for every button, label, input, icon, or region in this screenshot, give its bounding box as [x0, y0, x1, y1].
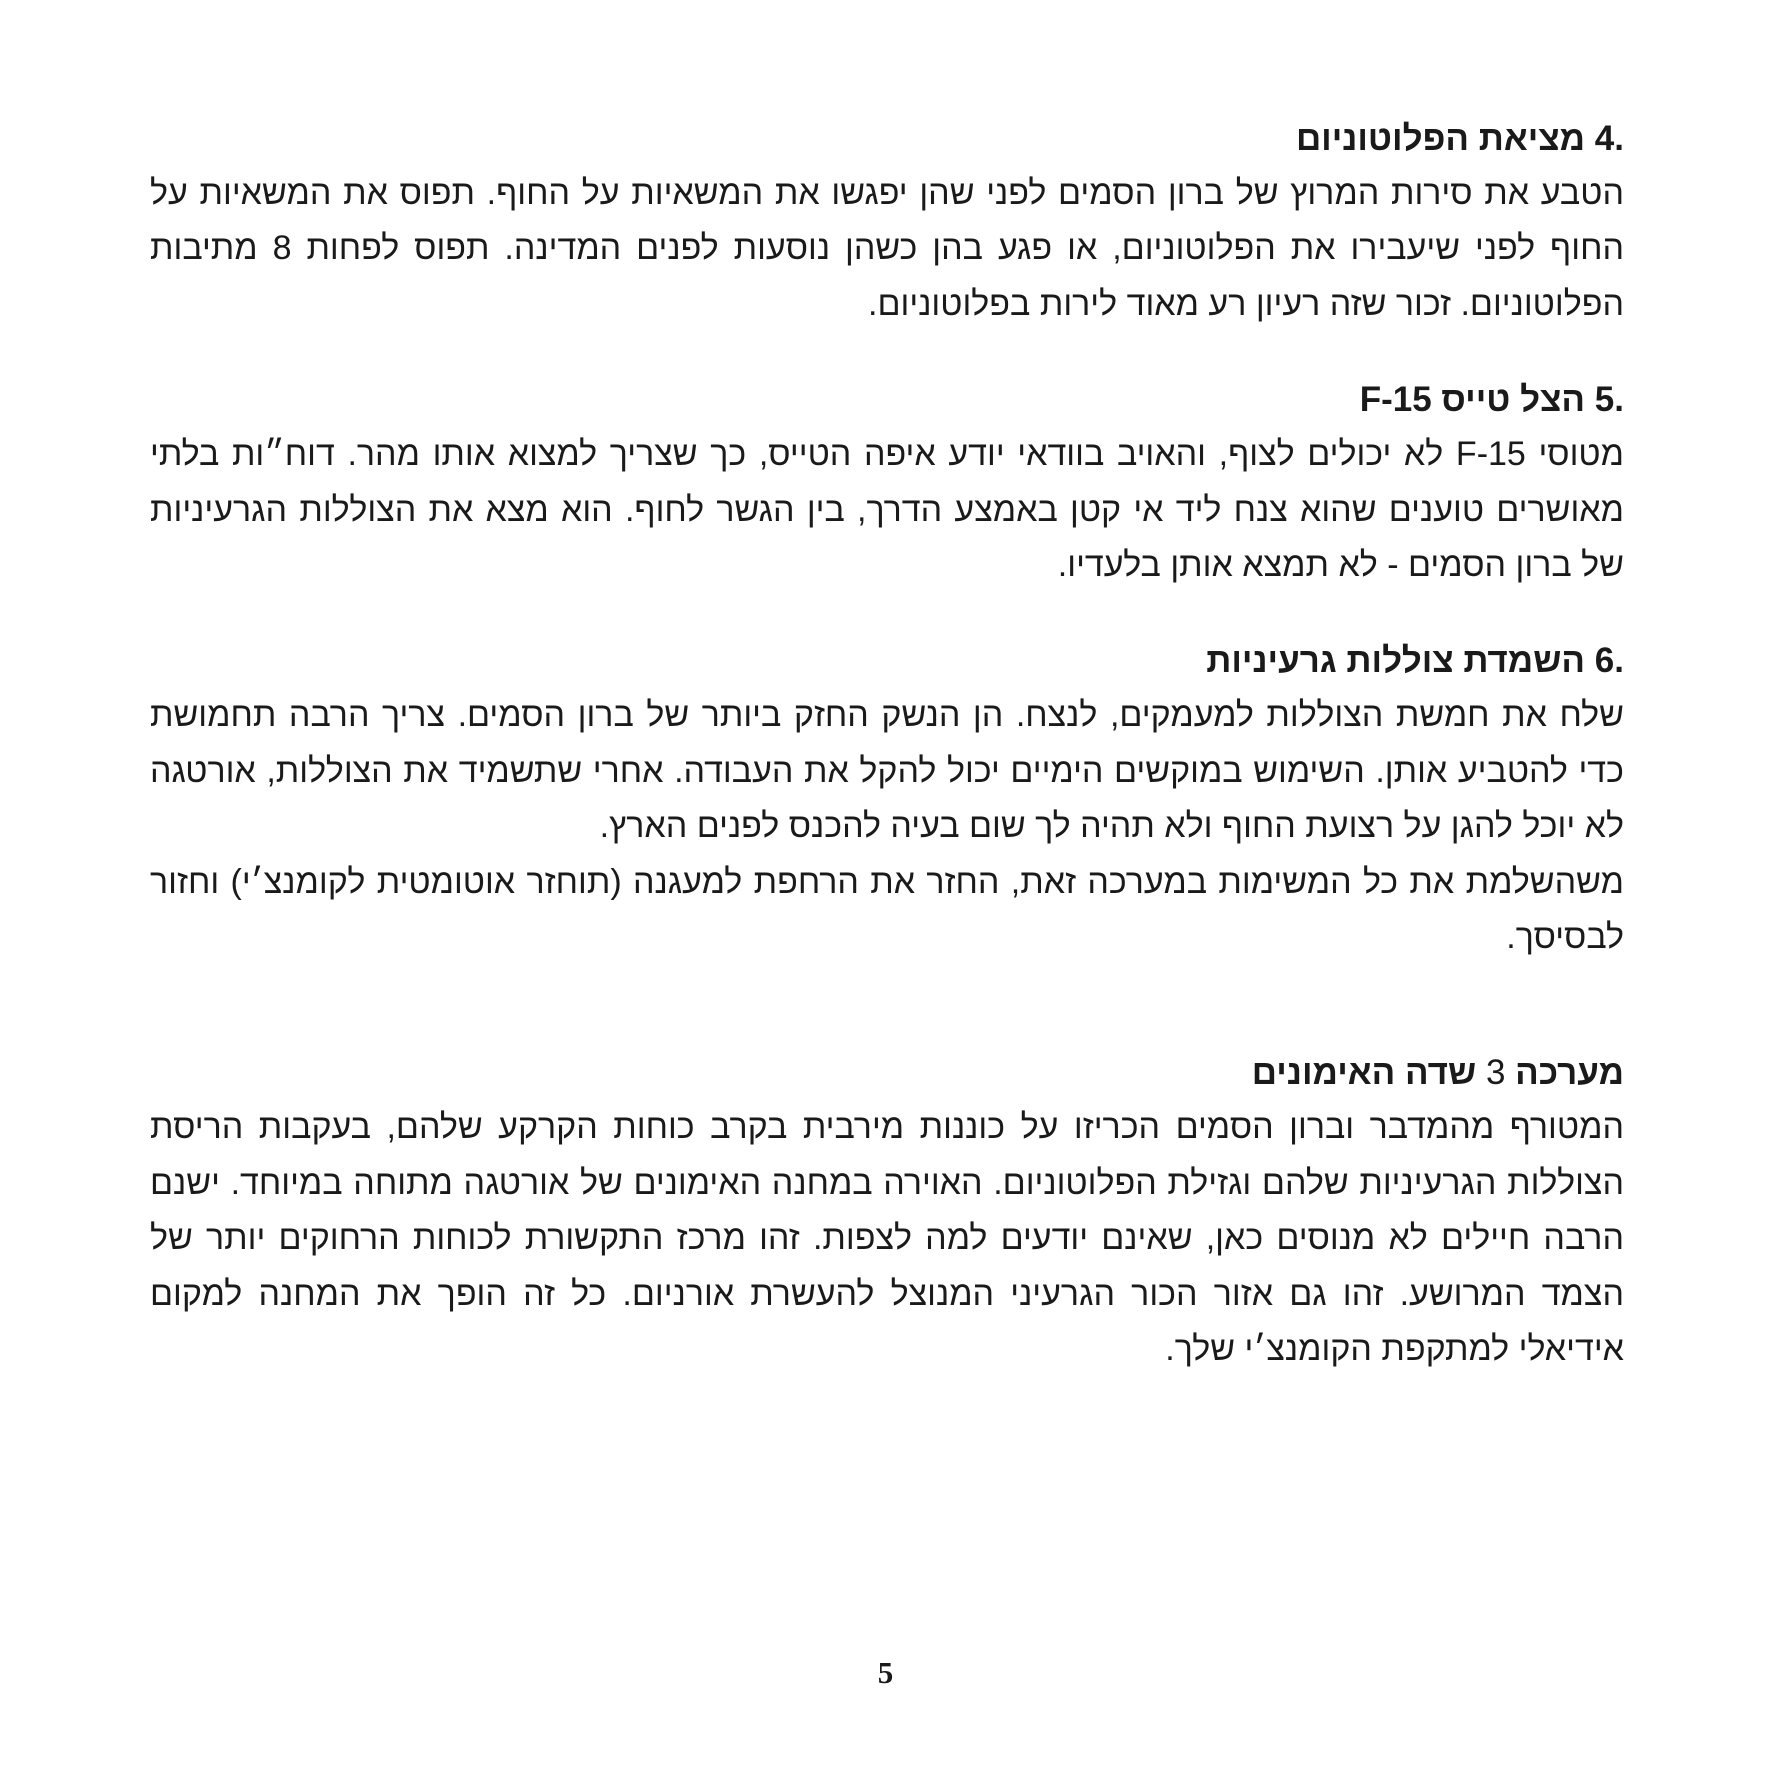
campaign-label: מערכה: [1515, 1053, 1624, 1093]
page-number: 5: [877, 1655, 894, 1690]
section-title: השמדת צוללות גרעיניות: [1206, 641, 1586, 681]
section-paragraph: הטבע את סירות המרוץ של ברון הסמים לפני שהן יפגשו את המשאיות על החוף. תפוס את המשאיות על החוף לפני שיעבירו את הפלוטוניום, או פגע בהן כשהן נוסעות לפנים המדינה. תפוס לפחות 8 מתיבות הפלוטוניום. זכור שזה רעיון רע מאוד לירות בפלוטוניום.: [150, 174, 1624, 323]
section-5: [150, 373, 1624, 593]
section-number: 6.: [1594, 641, 1624, 681]
campaign-3-section: [150, 1046, 1624, 1377]
section-4: [150, 112, 1624, 332]
section-paragraph: מטוסי F-15 לא יכולים לצוף, והאויב בוודאי יודע איפה הטייס, כך שצריך למצוא אותו מהר. דוח״ות בלתי מאושרים טוענים שהוא צנח ליד אי קטן באמצע הדרך, בין הגשר לחוף. הוא מצא את הצוללות הגרעיניות של ברון הסמים - לא תמצא אותן בלעדיו.: [150, 435, 1624, 585]
section-number: 4.: [1594, 119, 1624, 158]
section-number: 5.: [1594, 380, 1624, 420]
section-6: [150, 634, 1624, 965]
section-title: מציאת הפלוטוניום: [1295, 119, 1586, 158]
section-heading: [150, 634, 1624, 688]
campaign-number: 3: [1485, 1053, 1506, 1093]
section-paragraph: המטורף מהמדבר וברון הסמים הכריזו על כוננות מירבית בקרב כוחות הקרקע שלהם, בעקבות הריסת הצוללות הגרעיניות שלהם וגזילת הפלוטוניום. האוירה במחנה האימונים של אורטגה מתוחה במיוחד. ישנם הרבה חיילים לא מנוסים כאן, שאינם יודעים למה לצפות. זהו מרכז התקשורת לכוחות הרחוקים יותר של הצמד המרושע. זהו גם אזור הכור הגרעיני המנוצל להעשרת אורניום. כל זה הופך את המחנה למקום אידיאלי למתקפת הקומנצ׳י שלך.: [150, 1108, 1624, 1369]
section-title: הצל טייס F-15: [1359, 380, 1586, 420]
section-heading: [150, 112, 1624, 166]
campaign-heading: [150, 1046, 1624, 1100]
section-paragraph: משהשלמת את כל המשימות במערכה זאת, החזר את הרחפת למעגנה (תוחזר אוטומטית לקומנצ׳י) וחזור לבסיסך.: [150, 862, 1624, 957]
section-paragraph: שלח את חמשת הצוללות למעמקים, לנצח. הן הנשק החזק ביותר של ברון הסמים. צריך הרבה תחמושת כדי להטביע אותן. השימוש במוקשים הימיים יכול להקל את העבודה. אחרי שתשמיד את הצוללות, אורטגה לא יוכל להגן על רצועת החוף ולא תהיה לך שום בעיה להכנס לפנים הארץ.: [150, 696, 1624, 846]
campaign-title: שדה האימונים: [1251, 1053, 1477, 1093]
section-heading: [150, 373, 1624, 427]
document-page: [150, 112, 1624, 1378]
